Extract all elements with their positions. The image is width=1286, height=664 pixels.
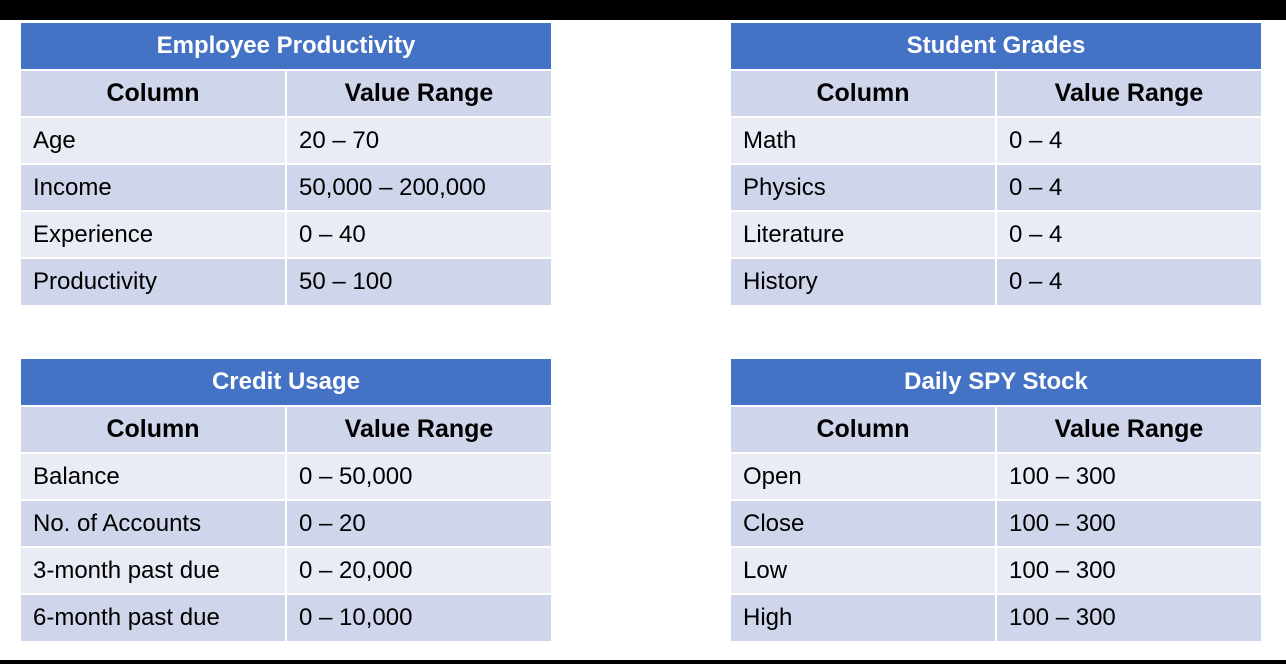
value-range-cell: 0 – 4 [996,117,1261,164]
column-name-cell: Income [21,164,286,211]
table-row [731,500,1261,547]
daily-spy-stock-table [731,359,1261,641]
value-range-cell: 0 – 4 [996,258,1261,305]
table-row [21,117,551,164]
value-range-cell: 20 – 70 [286,117,551,164]
column-name-cell: No. of Accounts [21,500,286,547]
column-header-value-range: Value Range [996,70,1261,117]
value-range-cell: 0 – 4 [996,211,1261,258]
value-range-cell: 100 – 300 [996,453,1261,500]
bottom-border [0,660,1286,664]
value-range-cell: 100 – 300 [996,500,1261,547]
value-range-cell: 100 – 300 [996,547,1261,594]
value-range-cell: 0 – 10,000 [286,594,551,641]
column-name-cell: Productivity [21,258,286,305]
column-header-column: Column [21,70,286,117]
column-name-cell: Close [731,500,996,547]
table-row [21,500,551,547]
column-name-cell: Low [731,547,996,594]
table-row [21,453,551,500]
column-name-cell: 6-month past due [21,594,286,641]
column-header-value-range: Value Range [286,70,551,117]
table-title: Student Grades [731,23,1261,70]
column-header-column: Column [21,406,286,453]
column-name-cell: High [731,594,996,641]
column-header-column: Column [731,406,996,453]
employee-productivity-table [21,23,551,305]
table-title: Employee Productivity [21,23,551,70]
value-range-cell: 0 – 4 [996,164,1261,211]
table-row [731,164,1261,211]
table-row [21,164,551,211]
table-title: Daily SPY Stock [731,359,1261,406]
student-grades-table [731,23,1261,305]
table-row [731,547,1261,594]
column-name-cell: Balance [21,453,286,500]
column-name-cell: Math [731,117,996,164]
column-header-value-range: Value Range [996,406,1261,453]
column-name-cell: Physics [731,164,996,211]
table-row [21,211,551,258]
column-name-cell: 3-month past due [21,547,286,594]
column-header-column: Column [731,70,996,117]
value-range-cell: 0 – 20,000 [286,547,551,594]
table-row [731,594,1261,641]
table-row [731,117,1261,164]
value-range-cell: 50 – 100 [286,258,551,305]
column-name-cell: Experience [21,211,286,258]
value-range-cell: 0 – 50,000 [286,453,551,500]
value-range-cell: 0 – 40 [286,211,551,258]
column-name-cell: Age [21,117,286,164]
value-range-cell: 100 – 300 [996,594,1261,641]
column-name-cell: Open [731,453,996,500]
table-row [731,258,1261,305]
table-row [21,594,551,641]
table-row [21,258,551,305]
value-range-cell: 50,000 – 200,000 [286,164,551,211]
table-row [731,211,1261,258]
column-header-value-range: Value Range [286,406,551,453]
column-name-cell: Literature [731,211,996,258]
column-name-cell: History [731,258,996,305]
table-title: Credit Usage [21,359,551,406]
value-range-cell: 0 – 20 [286,500,551,547]
credit-usage-table [21,359,551,641]
table-row [21,547,551,594]
table-row [731,453,1261,500]
